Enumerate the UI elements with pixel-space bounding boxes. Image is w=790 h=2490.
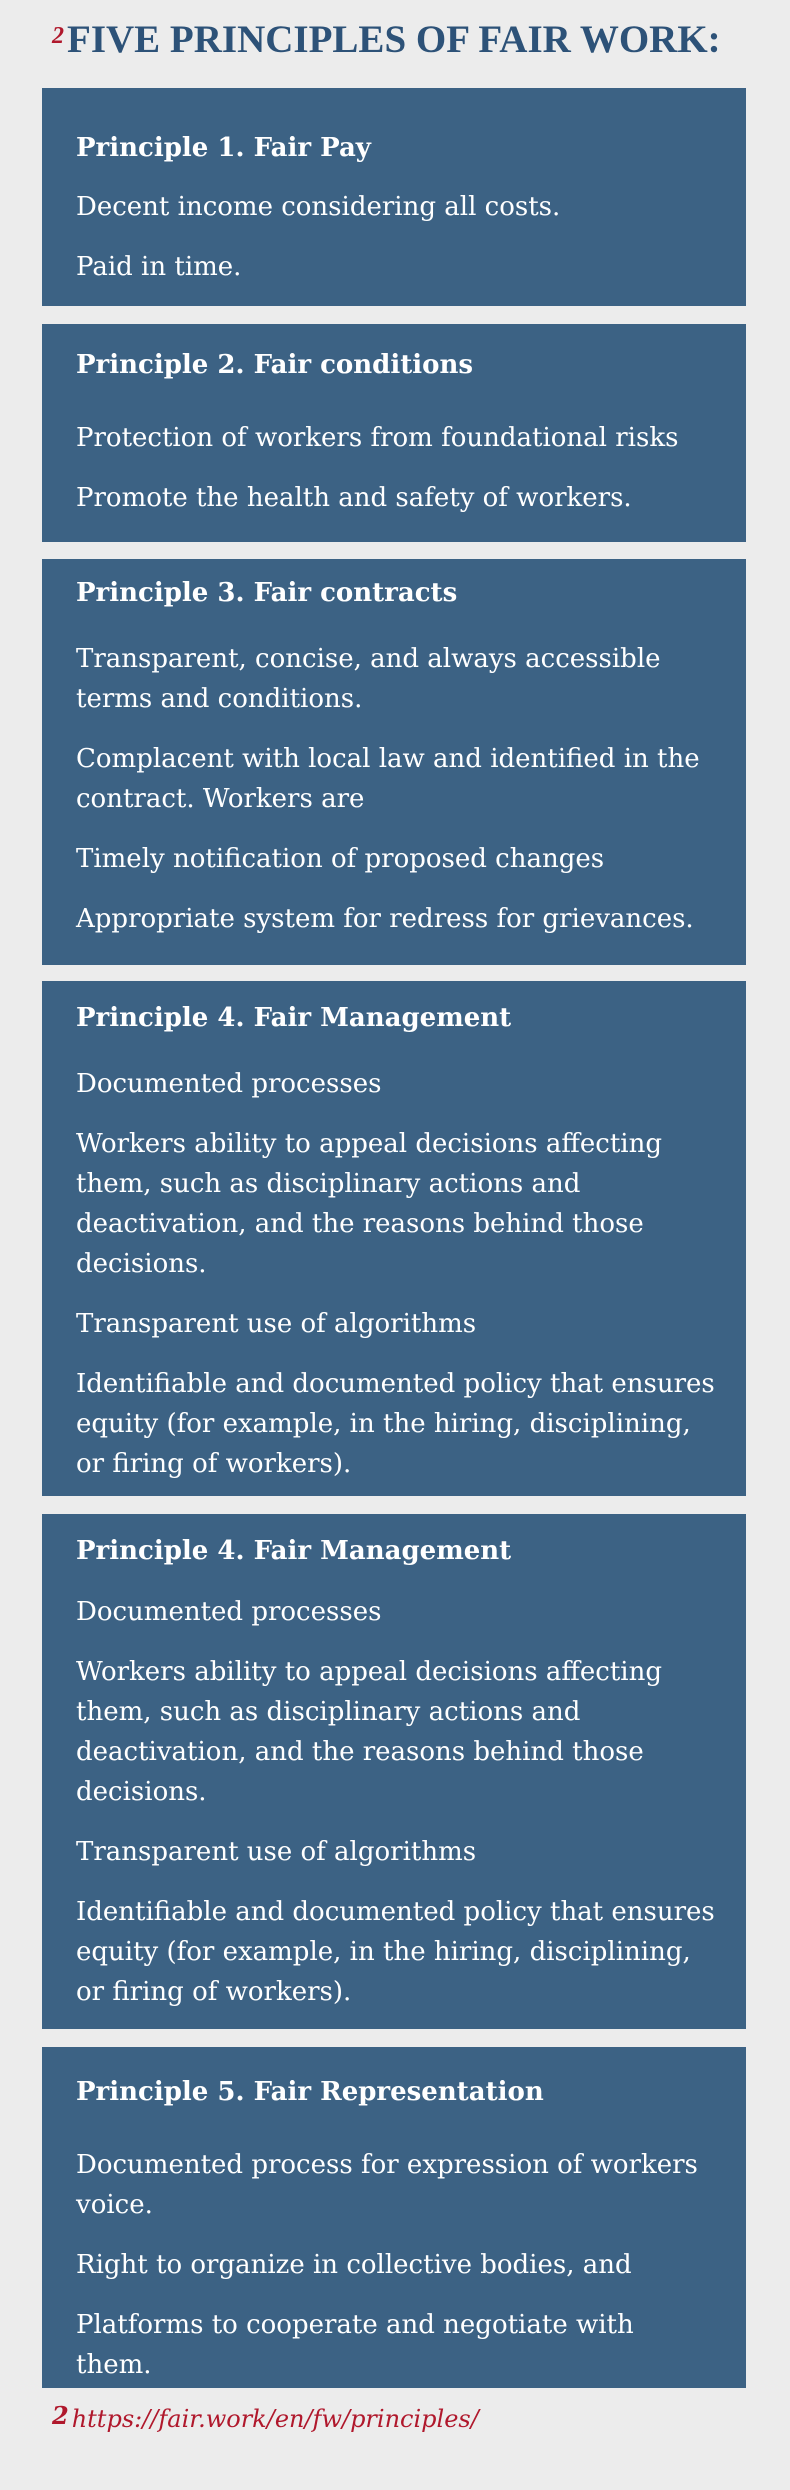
footnote-marker: 2 bbox=[52, 23, 64, 49]
principle-item: Promote the health and safety of workers. bbox=[76, 483, 632, 513]
principle-item: Transparent use of algorithms bbox=[76, 1837, 477, 1867]
principle-box-5 bbox=[42, 2047, 746, 2388]
principle-item: Documented process for expression of workers voice. bbox=[76, 2150, 698, 2220]
principle-item: Right to organize in collective bodies, and bbox=[76, 2250, 632, 2280]
principle-item: Decent income considering all costs. bbox=[76, 192, 561, 222]
footnote bbox=[52, 2401, 479, 2434]
principle-item: Identifiable and documented policy that ensures equity (for example, in the hiring, disciplining, or firing of workers). bbox=[76, 1897, 715, 2007]
principle-title: Principle 5. Fair Representation bbox=[76, 2077, 544, 2107]
principle-item: Protection of workers from foundational risks bbox=[76, 423, 679, 453]
principle-item: Documented processes bbox=[76, 1597, 382, 1627]
principle-item: Workers ability to appeal decisions affecting them, such as disciplinary actions and deactivation, and the reasons behind those decisions. bbox=[76, 1657, 662, 1807]
principle-item: Platforms to cooperate and negotiate with them. bbox=[76, 2310, 634, 2380]
principle-item: Complacent with local law and identified in the contract. Workers are bbox=[76, 744, 700, 814]
principle-title: Principle 2. Fair conditions bbox=[76, 350, 473, 380]
principle-title: Principle 1. Fair Pay bbox=[76, 133, 371, 163]
page-title bbox=[52, 14, 772, 66]
principle-item: Paid in time. bbox=[76, 252, 242, 282]
principle-item: Documented processes bbox=[76, 1069, 382, 1099]
principle-box-4 bbox=[42, 981, 746, 1496]
principle-item: Transparent use of algorithms bbox=[76, 1309, 477, 1339]
principle-box-2 bbox=[42, 324, 746, 542]
principle-item: Timely notification of proposed changes bbox=[76, 844, 605, 874]
principle-title: Principle 4. Fair Management bbox=[76, 1536, 512, 1566]
principle-item: Appropriate system for redress for grievances. bbox=[76, 904, 694, 934]
principle-box-1 bbox=[42, 88, 746, 306]
principle-title: Principle 4. Fair Management bbox=[76, 1003, 512, 1033]
principle-item: Identifiable and documented policy that ensures equity (for example, in the hiring, disciplining, or firing of workers). bbox=[76, 1369, 715, 1479]
footnote-url[interactable]: https://fair.work/en/fw/principles/ bbox=[71, 2405, 479, 2433]
principle-box-4-repeat bbox=[42, 1514, 746, 2029]
principle-item: Transparent, concise, and always accessible terms and conditions. bbox=[76, 644, 661, 714]
principle-item: Workers ability to appeal decisions affecting them, such as disciplinary actions and deactivation, and the reasons behind those decisions. bbox=[76, 1129, 662, 1279]
page-title-text: FIVE PRINCIPLES OF FAIR WORK: bbox=[67, 18, 721, 61]
principle-box-3 bbox=[42, 559, 746, 965]
footnote-marker: 2 bbox=[52, 2401, 69, 2430]
principle-title: Principle 3. Fair contracts bbox=[76, 578, 458, 608]
